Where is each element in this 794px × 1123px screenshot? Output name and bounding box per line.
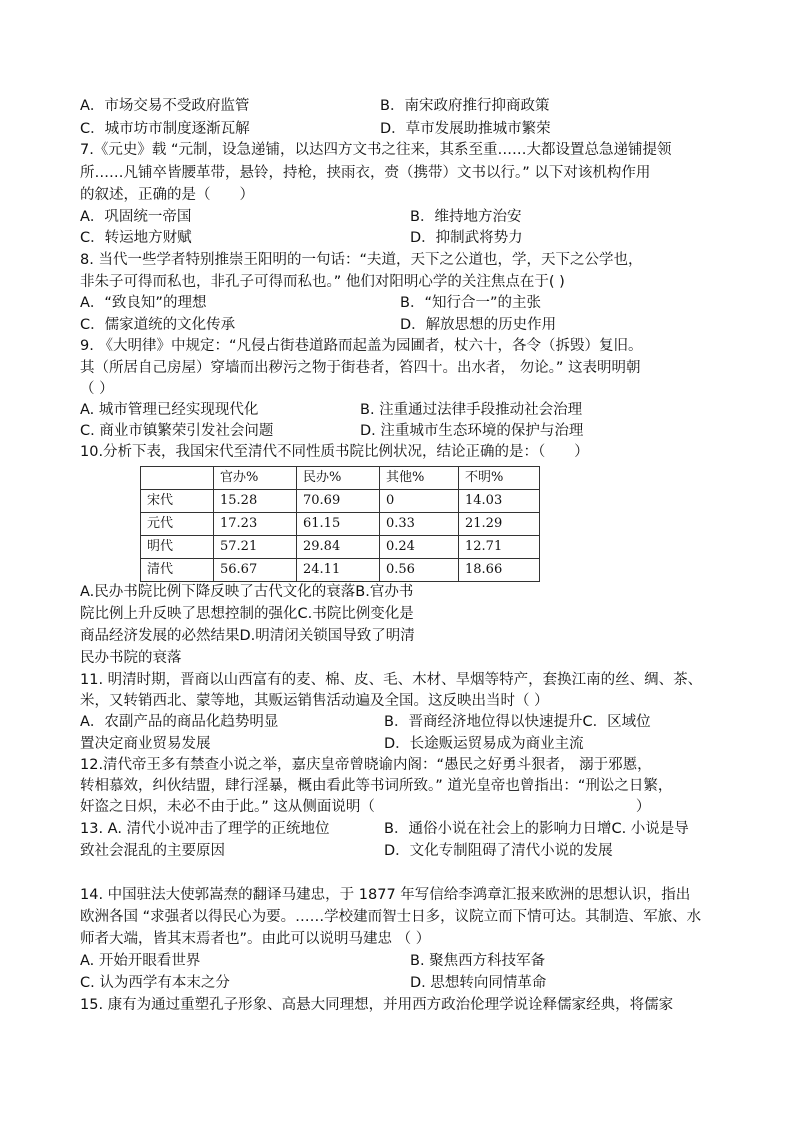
q7-option-c: C．转运地方财赋	[80, 230, 192, 246]
table-header-row	[141, 467, 540, 490]
q13-option-a: 13. A. 清代小说冲击了理学的正统地位	[80, 821, 330, 837]
academy-ratio-table	[140, 466, 540, 582]
q8-option-b: B．“知行合一”的主张	[400, 295, 541, 311]
q9-stem-line: （ ）	[80, 381, 114, 397]
table-cell: 61.15	[297, 513, 380, 536]
q12-stem-line: 奸盗之日炽，未必不由于此。” 这从侧面说明（ ）	[80, 799, 651, 815]
table-cell: 0.56	[380, 559, 459, 582]
table-header-cell: 不明%	[459, 467, 540, 490]
table-cell: 70.69	[297, 490, 380, 513]
q13-option-d: D．文化专制阻碍了清代小说的发展	[384, 843, 613, 859]
q14-stem-line: 14. 中国驻法大使郭嵩焘的翻译马建忠，于 1877 年写信给李鸿章汇报来欧洲的思想认识，指出	[80, 887, 691, 903]
q9-option-b: B. 注重通过法律手段推动社会治理	[360, 402, 583, 418]
q11-option-a: A．农副产品的商品化趋势明显	[80, 714, 279, 730]
table-cell: 18.66	[459, 559, 540, 582]
q7-stem-line: 的叙述，正确的是（ ）	[80, 187, 254, 203]
table-header-cell: 民办%	[297, 467, 380, 490]
q7-option-a: A．巩固统一帝国	[80, 209, 192, 225]
q6-option-d: D．草市发展助推城市繁荣	[380, 121, 551, 137]
q8-stem-line: 8. 当代一些学者特别推崇王阳明的一句话：“夫道，天下之公道也，学，天下之公学也，	[80, 252, 643, 268]
table-header-cell: 官办%	[214, 467, 297, 490]
q8-option-a: A．“致良知”的理想	[80, 295, 207, 311]
q7-option-b: B．维持地方治安	[410, 209, 522, 225]
table-cell: 21.29	[459, 513, 540, 536]
q10-options-line: 商品经济发展的必然结果D.明清闭关锁国导致了明清	[80, 628, 415, 644]
q8-option-d: D．解放思想的历史作用	[400, 317, 557, 333]
q7-stem-line: 所……凡铺卒皆腰革带，悬铃，持枪，挟雨衣，赍（携带）文书以行。” 以下对该机构作用	[80, 165, 651, 181]
q8-option-c: C．儒家道统的文化传承	[80, 317, 236, 333]
table-cell: 14.03	[459, 490, 540, 513]
q9-option-a: A. 城市管理已经实现现代化	[80, 402, 259, 418]
q7-stem-line: 7.《元史》载 “元制，设急递铺，以达四方文书之往来，其系至重……大都设置总急递铺提领	[80, 142, 672, 158]
table-cell: 宋代	[141, 490, 214, 513]
q12-stem-line: 转相慕效，纠伙结盟，肆行淫暴，概由看此等书词所致。” 道光皇帝也曾指出：“刑讼之日繁，	[80, 778, 673, 794]
q11-option-c-cont: 置决定商业贸易发展	[80, 736, 211, 752]
q6-option-b: B．南宋政府推行抑商政策	[380, 98, 550, 114]
q7-option-d: D．抑制武将势力	[410, 230, 523, 246]
q14-option-b: B. 聚焦西方科技军备	[410, 953, 546, 969]
q11-option-d: D．长途贩运贸易成为商业主流	[384, 736, 584, 752]
q10-options-line: 民办书院的衰落	[80, 650, 182, 666]
q14-stem-line: 欧洲各国 “求强者以得民心为要。……学校建而智士日多，议院立而下情可达。其制造、军旅、水	[80, 909, 702, 925]
table-cell: 元代	[141, 513, 214, 536]
table-cell: 0	[380, 490, 459, 513]
q8-stem-line: 非朱子可得而私也，非孔子可得而私也。” 他们对阳明心学的关注焦点在于( )	[80, 274, 565, 290]
q11-stem-line: 11. 明清时期，晋商以山西富有的麦、棉、皮、毛、木材、旱烟等特产，套换江南的丝、绸、茶、	[80, 672, 703, 688]
table-cell: 29.84	[297, 536, 380, 559]
table-cell: 24.11	[297, 559, 380, 582]
q14-option-a: A. 开始开眼看世界	[80, 953, 201, 969]
q9-option-c: C. 商业市镇繁荣引发社会问题	[80, 423, 274, 439]
q9-stem-line: 9. 《大明律》中规定：“凡侵占街巷道路而起盖为园圃者，杖六十，各令（拆毁）复旧。	[80, 338, 643, 354]
table-header-cell: 其他%	[380, 467, 459, 490]
q14-option-d: D. 思想转向同情革命	[410, 975, 547, 991]
q10-stem-line: 10.分析下表，我国宋代至清代不同性质书院比例状况，结论正确的是：（ ）	[80, 444, 589, 460]
table-cell: 12.71	[459, 536, 540, 559]
q14-option-c: C. 认为西学有本末之分	[80, 975, 230, 991]
q10-options-line: 院比例上升反映了思想控制的强化C.书院比例变化是	[80, 606, 414, 622]
table-cell: 0.24	[380, 536, 459, 559]
q6-option-c: C．城市坊市制度逐渐瓦解	[80, 121, 250, 137]
q15-stem-line: 15. 康有为通过重塑孔子形象、高悬大同理想，并用西方政治伦理学说诠释儒家经典，将儒家	[80, 997, 674, 1013]
table-row	[141, 490, 540, 513]
table-cell: 57.21	[214, 536, 297, 559]
q11-option-b: B．晋商经济地位得以快速提升C．区域位	[384, 714, 651, 730]
q6-option-a: A．市场交易不受政府监管	[80, 98, 250, 114]
table-row	[141, 513, 540, 536]
table-header-cell	[141, 467, 214, 490]
q13-option-c-cont: 致社会混乱的主要原因	[80, 843, 225, 859]
table-cell: 15.28	[214, 490, 297, 513]
table-cell: 明代	[141, 536, 214, 559]
q11-stem-line: 米，又转销西北、蒙等地，其贩运销售活动遍及全国。这反映出当时（ ）	[80, 693, 549, 709]
table-row	[141, 536, 540, 559]
q9-option-d: D. 注重城市生态环境的保护与治理	[360, 423, 584, 439]
q13-option-b: B．通俗小说在社会上的影响力日增C. 小说是导	[384, 821, 689, 837]
table-cell: 清代	[141, 559, 214, 582]
q9-stem-line: 其（所居自己房屋）穿墙而出秽污之物于街巷者，笞四十。出水者， 勿论。” 这表明明朝	[80, 360, 641, 376]
q10-options-line: A.民办书院比例下降反映了古代文化的衰落B.官办书	[80, 584, 414, 600]
table-cell: 0.33	[380, 513, 459, 536]
q14-stem-line: 师者大端，皆其末焉者也”。由此可以说明马建忠 （ ）	[80, 931, 431, 947]
table-cell: 56.67	[214, 559, 297, 582]
table-row	[141, 559, 540, 582]
table-cell: 17.23	[214, 513, 297, 536]
q12-stem-line: 12.清代帝王多有禁查小说之举，嘉庆皇帝曾晓谕内阁：“愚民之好勇斗狠者， 溺于邪慝，	[80, 757, 652, 773]
